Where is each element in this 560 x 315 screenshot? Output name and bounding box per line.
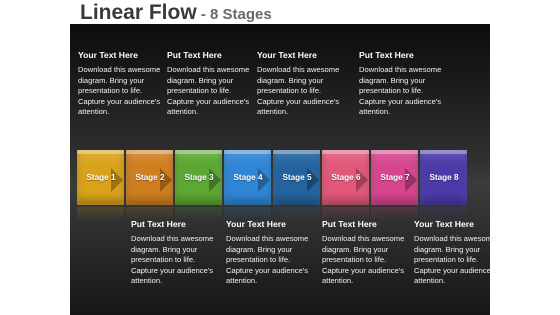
- text-block-heading: Put Text Here: [322, 219, 377, 229]
- text-block-bottom-1: [131, 219, 223, 287]
- stage-label: Stage 7: [380, 173, 410, 182]
- text-block-heading: Your Text Here: [78, 50, 138, 60]
- text-block-heading: Put Text Here: [131, 219, 186, 229]
- text-block-body: Download this awesome diagram. Bring your presentation to life. Capture your audience's attention.: [359, 65, 442, 117]
- stage-5: [273, 150, 320, 207]
- stage-label: Stage 3: [184, 173, 214, 182]
- text-block-top-4: [359, 50, 451, 118]
- stage-reflection: [77, 207, 124, 221]
- title-subtitle: 8 Stages: [210, 6, 272, 23]
- text-block-heading: Put Text Here: [359, 50, 414, 60]
- title-main: Linear Flow: [80, 1, 197, 24]
- text-block-top-1: [78, 50, 170, 118]
- title-separator: -: [196, 6, 211, 23]
- stage-2: [126, 150, 173, 207]
- text-block-body: Download this awesome diagram. Bring your presentation to life. Capture your audience's attention.: [167, 65, 250, 117]
- stage-label: Stage 5: [282, 173, 312, 182]
- text-block-body: Download this awesome diagram. Bring your presentation to life. Capture your audience's attention.: [131, 234, 214, 286]
- text-block-body: Download this awesome diagram. Bring your presentation to life. Capture your audience's attention.: [322, 234, 405, 286]
- stage-3: [175, 150, 222, 207]
- text-block-top-3: [257, 50, 349, 118]
- stage-4: [224, 150, 271, 207]
- text-block-heading: Your Text Here: [226, 219, 286, 229]
- stage-label: Stage 2: [135, 173, 165, 182]
- text-block-body: Download this awesome diagram. Bring your presentation to life. Capture your audience's attention.: [414, 234, 497, 286]
- text-block-heading: Your Text Here: [414, 219, 474, 229]
- text-block-bottom-4: [414, 219, 506, 287]
- text-block-heading: Put Text Here: [167, 50, 222, 60]
- text-block-bottom-2: [226, 219, 318, 287]
- text-block-top-2: [167, 50, 259, 118]
- stage-7: [371, 150, 418, 207]
- stage-label: Stage 6: [331, 173, 361, 182]
- stage-label: Stage 8: [429, 173, 459, 182]
- text-block-body: Download this awesome diagram. Bring your presentation to life. Capture your audience's attention.: [226, 234, 309, 286]
- stage-6: [322, 150, 369, 207]
- text-block-heading: Your Text Here: [257, 50, 317, 60]
- text-block-body: Download this awesome diagram. Bring your presentation to life. Capture your audience's attention.: [78, 65, 161, 117]
- text-block-body: Download this awesome diagram. Bring your presentation to life. Capture your audience's attention.: [257, 65, 340, 117]
- stage-1: [77, 150, 124, 207]
- stage-8: [420, 150, 467, 207]
- text-block-bottom-3: [322, 219, 414, 287]
- stage-label: Stage 4: [233, 173, 263, 182]
- stage-label: Stage 1: [86, 173, 116, 182]
